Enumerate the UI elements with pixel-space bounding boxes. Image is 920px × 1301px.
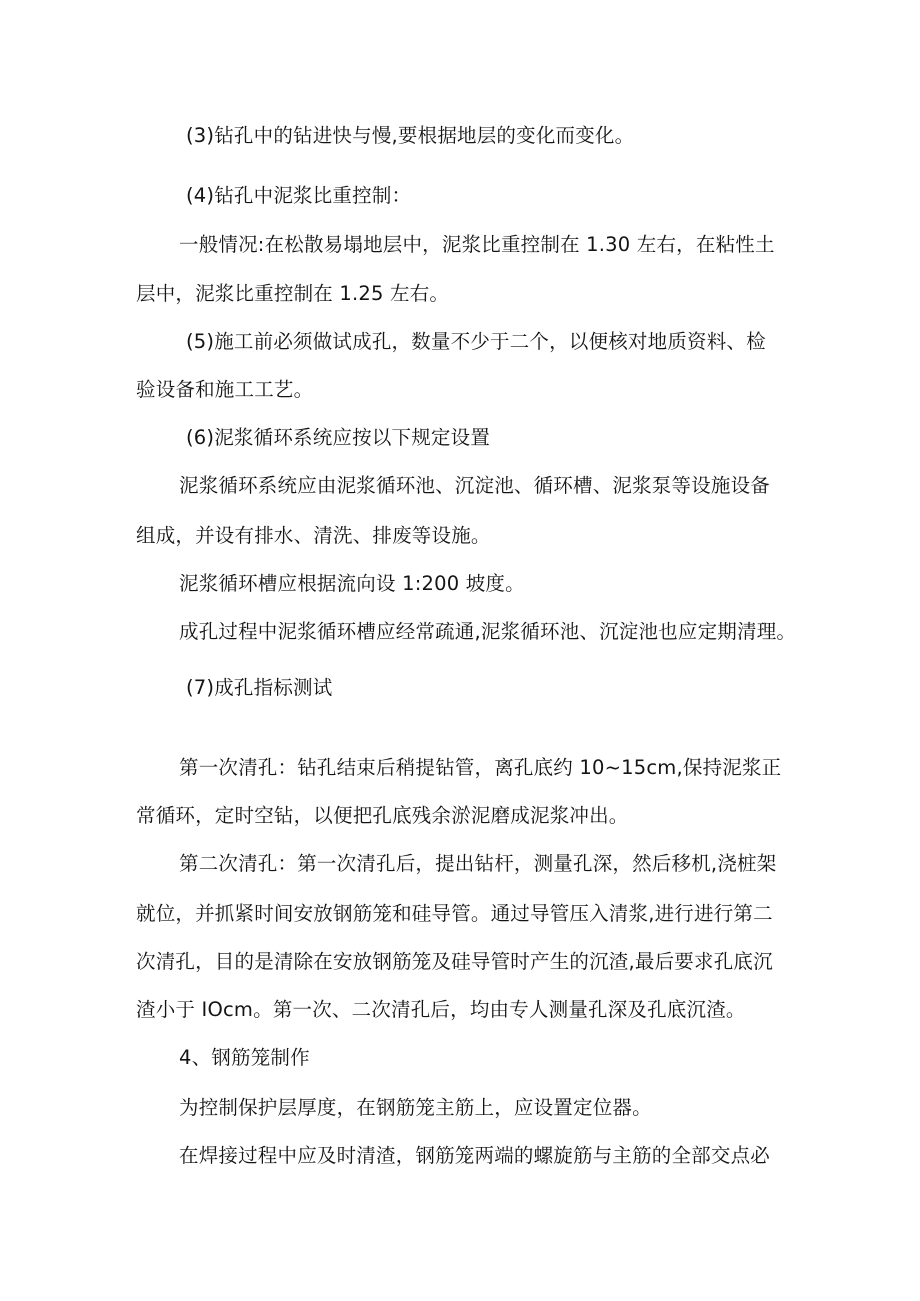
item-7-heading: (7)成孔指标测试 xyxy=(186,676,333,699)
paragraph-first-clean-line-2: 常循环，定时空钻，以便把孔底残余淤泥磨成泥浆冲出。 xyxy=(136,804,629,827)
paragraph-circulation-line-1: 泥浆循环系统应由泥浆循环池、沉淀池、循环槽、泥浆泵等设施设备 xyxy=(179,474,771,497)
paragraph-second-clean-line-3: 次清孔，目的是清除在安放钢筋笼及硅导管时产生的沉渣,最后要求孔底沉 xyxy=(136,950,773,973)
section-4-heading: 4、钢筋笼制作 xyxy=(179,1046,310,1069)
paragraph-second-clean-line-4: 渣小于 IOcm。第一次、二次清孔后，均由专人测量孔深及孔底沉渣。 xyxy=(136,998,746,1021)
item-4-heading: (4)钻孔中泥浆比重控制： xyxy=(186,184,412,207)
paragraph-mud-density-line-2: 层中，泥浆比重控制在 1.25 左右。 xyxy=(136,282,450,305)
paragraph-circulation-line-2: 组成，并设有排水、清洗、排废等设施。 xyxy=(136,524,491,547)
item-6-heading: (6)泥浆循环系统应按以下规定设置 xyxy=(186,426,491,449)
paragraph-second-clean-line-2: 就位，并抓紧时间安放钢筋笼和硅导管。通过导管压入清浆,进行进行第二 xyxy=(136,902,773,925)
paragraph-cover-thickness: 为控制保护层厚度，在钢筋笼主筋上，应设置定位器。 xyxy=(179,1096,652,1119)
paragraph-second-clean-line-1: 第二次清孔：第一次清孔后，提出钻杆，测量孔深，然后移机,浇桩架 xyxy=(179,852,777,875)
item-5-line-2: 验设备和施工工艺。 xyxy=(136,378,314,401)
paragraph-cleaning-periodic: 成孔过程中泥浆循环槽应经常疏通,泥浆循环池、沉淀池也应定期清理。 xyxy=(179,620,797,643)
item-3-text: (3)钻孔中的钻进快与慢,要根据地层的变化而变化。 xyxy=(186,124,635,147)
paragraph-first-clean-line-1: 第一次清孔：钻孔结束后稍提钻管，离孔底约 10~15cm,保持泥浆正 xyxy=(179,756,782,779)
paragraph-welding: 在焊接过程中应及时清渣，钢筋笼两端的螺旋筋与主筋的全部交点必 xyxy=(179,1144,771,1167)
paragraph-slope: 泥浆循环槽应根据流向设 1:200 坡度。 xyxy=(179,572,525,595)
paragraph-mud-density-line-1: 一般情况:在松散易塌地层中，泥浆比重控制在 1.30 左右，在粘性土 xyxy=(179,233,775,256)
item-5-line-1: (5)施工前必须做试成孔，数量不少于二个，以便核对地质资料、检 xyxy=(186,330,766,353)
